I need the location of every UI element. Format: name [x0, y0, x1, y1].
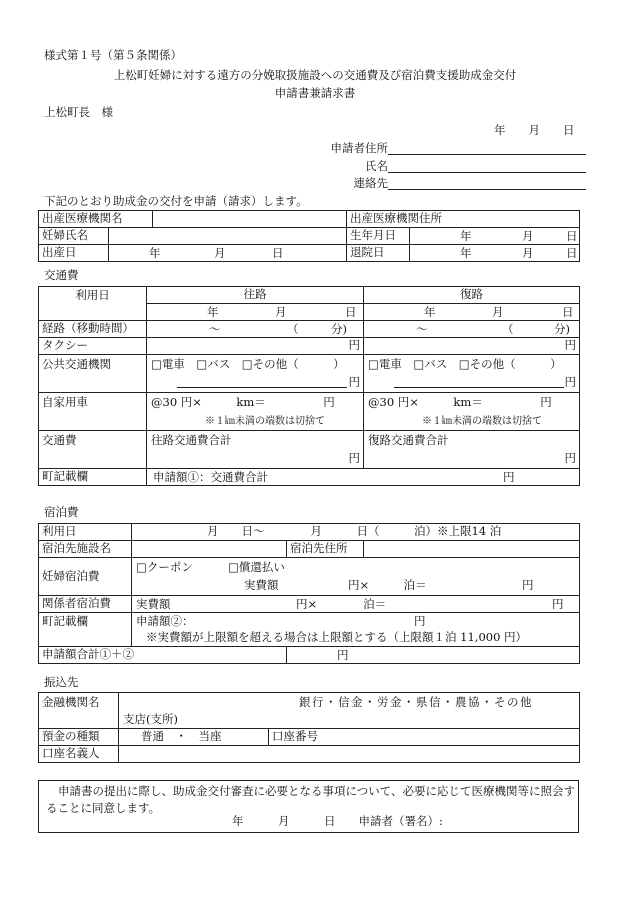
hospital-field[interactable] [153, 211, 347, 228]
mother-actual-cost-label: 実費額 [244, 578, 279, 592]
return-route-open: （ [502, 322, 514, 336]
account-no-label: 口座番号 [272, 729, 318, 744]
return-header: 復路 [364, 287, 580, 304]
applicant-name-field[interactable] [388, 172, 586, 173]
lodging-town-field[interactable] [132, 613, 580, 647]
bank-table [38, 692, 580, 763]
consent-sign-line[interactable]: 年 月 日 申請者（署名）: [232, 814, 443, 828]
return-car-note: ※１㎞未満の端数は切捨て [422, 416, 542, 427]
institution-label: 金融機関名 [39, 693, 119, 729]
applicant-address-label: 申請者住所 [330, 141, 388, 155]
return-total-yen: 円 [564, 451, 576, 465]
dob-month: 月 [522, 229, 534, 243]
outbound-car-rate: @30 円× km＝ 円 [151, 395, 335, 409]
total-claim-label: 申請額合計①＋② [42, 647, 134, 662]
outbound-total-label: 往路交通費合計 [151, 433, 232, 447]
private-car-label: 自家用車 [39, 393, 147, 431]
claim2-yen: 円 [414, 614, 426, 628]
coupon-checkbox[interactable]: □クーポン [136, 560, 193, 574]
claim1-yen: 円 [503, 470, 515, 484]
claim1-label: 申請額①：交通費合計 [153, 470, 268, 484]
lodging-usage-date-value: 月 日～ 月 日（ 泊）※上限14 泊 [207, 524, 502, 539]
transport-table [38, 286, 580, 486]
outbound-car-note: ※１㎞未満の端数は切捨て [205, 416, 325, 427]
addressee: 上松町長 様 [44, 105, 113, 119]
birth-year: 年 [149, 246, 161, 260]
transport-section-title: 交通費 [44, 268, 79, 282]
lodging-usage-date-field[interactable] [132, 524, 580, 541]
return-route-tilde: ～ [416, 322, 428, 336]
form-title-line2: 申請書兼請求書 [274, 86, 356, 100]
related-actual-cost-label: 実費額 [136, 597, 171, 611]
birth-day: 日 [272, 246, 284, 260]
related-lodging-field[interactable] [132, 596, 580, 613]
return-month: 月 [492, 305, 504, 319]
institution-types: 銀行・信金・労金・県信・農協・その他 [299, 695, 533, 709]
mother-lodging-calc: 円× 泊＝ [348, 578, 427, 592]
transport-usage-date-label: 利用日 [39, 287, 147, 321]
outbound-route-tilde: ～ [209, 322, 221, 336]
outbound-public-options[interactable]: □電車 □バス □その他（ ） [151, 357, 345, 371]
facility-field[interactable] [132, 541, 287, 558]
dob-field[interactable] [410, 228, 580, 245]
form-title-line1: 上松町妊婦に対する遠方の分娩取扱施設への交通費及び宿泊費支援助成金交付 [113, 68, 517, 82]
mother-lodging-field[interactable] [132, 558, 580, 596]
return-taxi-yen: 円 [564, 338, 576, 353]
bank-section-title: 振込先 [44, 675, 79, 689]
return-route-field[interactable] [364, 321, 580, 338]
account-no-cell[interactable] [269, 729, 580, 746]
account-type-field[interactable] [119, 729, 269, 746]
mother-lodging-label: 妊婦宿泊費 [39, 558, 132, 596]
total-claim-yen: 円 [337, 648, 349, 662]
return-public-field[interactable] [364, 355, 580, 393]
outbound-taxi-yen: 円 [348, 338, 360, 353]
return-total-field[interactable] [364, 431, 580, 469]
discharge-field[interactable] [410, 245, 580, 262]
intro-text: 下記のとおり助成金の交付を申請（請求）します。 [44, 194, 308, 208]
discharge-day: 日 [566, 246, 578, 260]
account-type-options[interactable]: 普通 ・ 当座 [141, 729, 222, 744]
dob-year: 年 [460, 229, 472, 243]
reimburse-checkbox[interactable]: □償還払い [228, 560, 285, 574]
return-public-yen: 円 [564, 375, 576, 389]
related-lodging-label: 関係者宿泊費 [39, 596, 132, 613]
public-transport-label: 公共交通機関 [39, 355, 147, 393]
fare-label: 交通費 [39, 431, 147, 469]
outbound-route-minutes: 分) [331, 322, 347, 336]
outbound-header: 往路 [147, 287, 364, 304]
outbound-date-field[interactable] [147, 304, 364, 321]
facility-address-label: 宿泊先住所 [287, 541, 364, 558]
birth-month: 月 [214, 246, 226, 260]
hospital-address-cell[interactable] [347, 211, 580, 228]
hospital-address-label: 出産医療機関住所 [350, 211, 442, 226]
discharge-year: 年 [460, 246, 472, 260]
consent-text: 申請書の提出に際し、助成金交付審査に必要となる事項について、必要に応じて医療機関等に照会することに同意します。 [46, 784, 576, 815]
transport-town-field[interactable] [147, 469, 580, 486]
return-date-field[interactable] [364, 304, 580, 321]
outbound-route-open: （ [287, 322, 299, 336]
holder-field[interactable] [119, 746, 580, 763]
mother-name-field[interactable] [109, 228, 347, 245]
outbound-total-yen: 円 [348, 451, 360, 465]
outbound-route-field[interactable] [147, 321, 364, 338]
applicant-contact-label: 連絡先 [353, 176, 388, 190]
outbound-day: 日 [345, 305, 357, 319]
return-day: 日 [562, 305, 574, 319]
outbound-public-field[interactable] [147, 355, 364, 393]
outbound-car-field[interactable] [147, 393, 364, 431]
account-type-label: 預金の種類 [39, 729, 119, 746]
birth-date-field[interactable] [109, 245, 347, 262]
transport-town-label: 町記載欄 [39, 469, 147, 486]
applicant-contact-field[interactable] [388, 189, 586, 190]
lodging-town-label: 町記載欄 [39, 613, 132, 647]
facility-label: 宿泊先施設名 [39, 541, 132, 558]
discharge-label: 退院日 [347, 245, 410, 262]
return-taxi-field[interactable] [364, 338, 580, 355]
lodging-table [38, 523, 580, 664]
applicant-name-label: 氏名 [365, 159, 388, 173]
related-lodging-yen: 円 [552, 597, 564, 611]
mother-lodging-yen: 円 [522, 578, 534, 592]
return-total-label: 復路交通費合計 [368, 433, 449, 447]
applicant-address-field[interactable] [388, 154, 586, 155]
return-public-underline [394, 387, 564, 388]
date-line: 年 月 日 [494, 123, 575, 137]
dob-day: 日 [566, 229, 578, 243]
lodging-usage-date-label: 利用日 [39, 524, 132, 541]
outbound-taxi-field[interactable] [147, 338, 364, 355]
return-car-rate: @30 円× km＝ 円 [368, 395, 552, 409]
discharge-month: 月 [522, 246, 534, 260]
route-label: 経路（移動時間） [39, 321, 147, 338]
outbound-month: 月 [275, 305, 287, 319]
mother-name-label: 妊婦氏名 [39, 228, 109, 245]
institution-field[interactable] [119, 693, 580, 729]
outbound-public-underline [177, 387, 347, 388]
return-public-options[interactable]: □電車 □バス □その他（ ） [368, 357, 562, 371]
form-number: 様式第１号（第５条関係） [44, 48, 182, 62]
related-lodging-calc: 円× 泊＝ [296, 597, 387, 611]
facility-address-field[interactable] [364, 541, 580, 558]
basic-info-table [38, 210, 580, 262]
dob-label: 生年月日 [347, 228, 410, 245]
return-car-field[interactable] [364, 393, 580, 431]
outbound-year: 年 [207, 305, 219, 319]
holder-label: 口座名義人 [39, 746, 119, 763]
total-claim-label-cell [39, 647, 287, 664]
return-route-minutes: 分) [554, 322, 570, 336]
total-claim-field[interactable] [287, 647, 580, 664]
outbound-public-yen: 円 [348, 375, 360, 389]
birth-date-label: 出産日 [39, 245, 109, 262]
claim2-note: ※実費額が上限額を超える場合は上限額とする（上限額１泊 11,000 円） [146, 630, 528, 644]
branch-label: 支店(支所) [123, 712, 178, 726]
claim2-label: 申請額②： [136, 614, 194, 628]
return-year: 年 [424, 305, 436, 319]
outbound-total-field[interactable] [147, 431, 364, 469]
lodging-section-title: 宿泊費 [44, 505, 79, 519]
taxi-label: タクシー [39, 338, 147, 355]
hospital-label: 出産医療機関名 [39, 211, 153, 228]
